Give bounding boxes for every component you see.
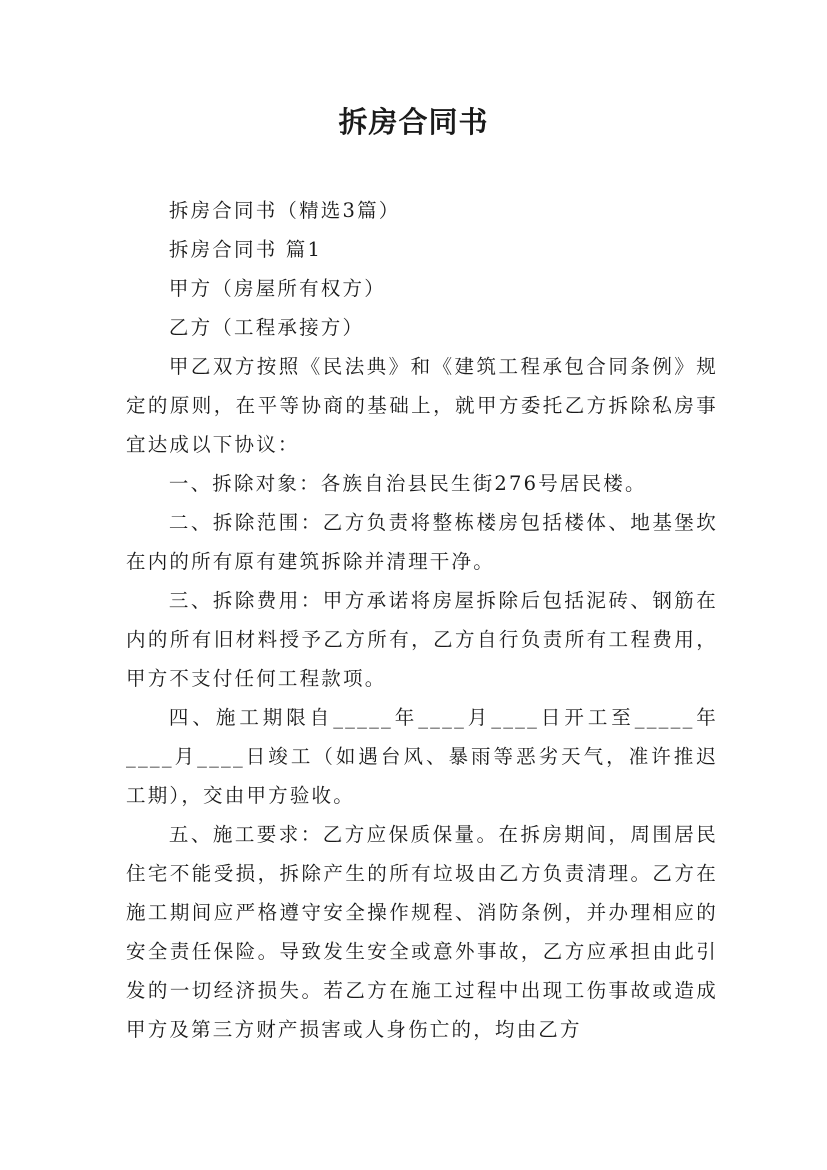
paragraph-section-heading: 拆房合同书 篇1	[168, 238, 323, 261]
paragraph-clause-2: 二、拆除范围：乙方负责将整栋楼房包括楼体、地基堡坎在内的所有原有建筑拆除并清理干净。	[126, 511, 718, 573]
paragraph-preamble: 甲乙双方按照《民法典》和《建筑工程承包合同条例》规定的原则，在平等协商的基础上，就甲方委托乙方拆除私房事宜达成以下协议：	[126, 355, 718, 456]
paragraph-clause-3: 三、拆除费用：甲方承诺将房屋拆除后包括泥砖、钢筋在内的所有旧材料授予乙方所有，乙方自行负责所有工程费用，甲方不支付任何工程款项。	[126, 589, 718, 690]
paragraph-subtitle: 拆房合同书（精选3篇）	[168, 199, 401, 222]
paragraph-clause-4: 四、施工期限自_____年____月____日开工至_____年____月____日竣工（如遇台风、暴雨等恶劣天气，准许推迟工期），交由甲方验收。	[126, 706, 718, 807]
paragraph-clause-1: 一、拆除对象：各族自治县民生街276号居民楼。	[168, 472, 647, 495]
paragraph-party-b: 乙方（工程承接方）	[168, 316, 365, 339]
paragraph-party-a: 甲方（房屋所有权方）	[168, 277, 386, 300]
document-title: 拆房合同书	[338, 105, 489, 139]
document-body	[126, 191, 718, 1049]
paragraph-clause-5: 五、施工要求：乙方应保质保量。在拆房期间，周围居民住宅不能受损，拆除产生的所有垃圾由乙方负责清理。乙方在施工期间应严格遵守安全操作规程、消防条例，并办理相应的安全责任保险。导致发生安全或意外事故，乙方应承担由此引发的一切经济损失。若乙方在施工过程中出现工伤事故或造成甲方及第三方财产损害或人身伤亡的，均由乙方	[126, 823, 718, 1041]
